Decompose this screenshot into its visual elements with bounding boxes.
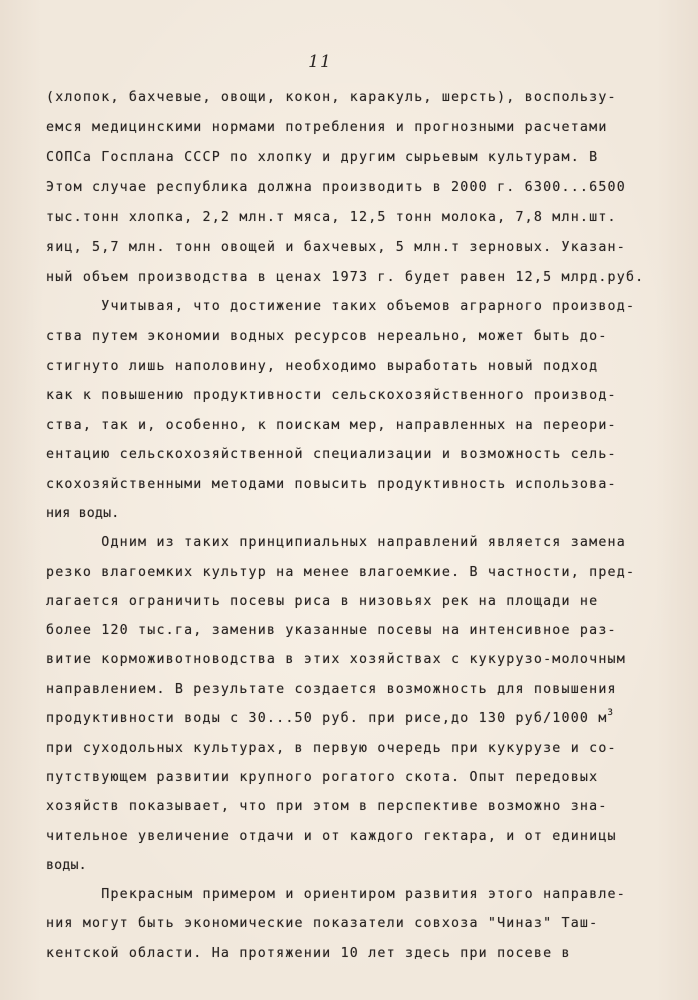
text-line: [46, 386, 617, 406]
text-line: [46, 416, 617, 436]
text-line: [46, 297, 635, 317]
text-line: [46, 445, 617, 465]
text-line: [46, 768, 598, 788]
text-line-content: Учитывая, что достижение таких объемов аграрного производ-: [46, 299, 636, 314]
text-line: [46, 709, 614, 729]
text-line: [46, 680, 617, 700]
text-line-content: Одним из таких принципиальных направлений является замена: [46, 535, 626, 550]
text-line-content: хозяйств показывает, что при этом в перспективе возможно зна-: [46, 799, 608, 814]
text-line: [46, 797, 608, 817]
text-line-content: Прекрасным примером и ориентиром развития этого направле-: [46, 887, 626, 902]
text-line-content: тыс.тонн хлопка, 2,2 млн.т мяса, 12,5 тонн молока, 7,8 млн.шт.: [46, 210, 617, 225]
text-line: [46, 268, 644, 288]
text-line-content: ный объем производства в ценах 1973 г. будет равен 12,5 млрд.руб.: [46, 270, 645, 285]
text-line: [46, 475, 617, 495]
text-line-content: более 120 тыс.га, заменив указанные посевы на интенсивное раз-: [46, 623, 617, 638]
text-line: [46, 178, 626, 198]
text-line: [46, 118, 608, 138]
text-line-content: ния могут быть экономические показатели совхоза "Чиназ" Таш-: [46, 916, 599, 931]
text-line: [46, 592, 598, 612]
text-line-content: ния воды.: [46, 506, 120, 521]
text-line: [46, 238, 626, 258]
text-line-content: направлением. В результате создается возможность для повышения: [46, 682, 617, 697]
page-number: 11: [308, 52, 332, 72]
text-line: [46, 563, 635, 583]
text-line-content: ства путем экономии водных ресурсов нереально, может быть до-: [46, 329, 608, 344]
text-line-content: яиц, 5,7 млн. тонн овощей и бахчевых, 5 млн.т зерновых. Указан-: [46, 240, 626, 255]
text-line: [46, 914, 598, 934]
text-line: [46, 856, 87, 876]
text-line: [46, 357, 598, 377]
text-line-content: воды.: [46, 858, 87, 873]
text-line: [46, 827, 617, 847]
text-line: [46, 148, 598, 168]
text-line-content: как к повышению продуктивности сельскохозяйственного производ-: [46, 388, 617, 403]
text-line: [46, 208, 617, 228]
text-line-content: (хлопок, бахчевые, овощи, кокон, каракуль, шерсть), воспользу-: [46, 90, 617, 105]
text-line-content: чительное увеличение отдачи и от каждого гектара, и от единицы: [46, 829, 617, 844]
text-line: [46, 944, 571, 964]
text-line: [46, 621, 617, 641]
text-line-content: резко влагоемких культур на менее влагоемкие. В частности, пред-: [46, 565, 636, 580]
text-line-content: продуктивности воды с 30...50 руб. при рисе,до 130 руб/1000 м: [46, 711, 608, 726]
text-line: [46, 650, 626, 670]
text-line: [46, 327, 608, 347]
text-line-content: емся медицинскими нормами потребления и прогнозными расчетами: [46, 120, 608, 135]
text-line-content: Этом случае республика должна производить в 2000 г. 6300...6500: [46, 180, 626, 195]
text-line-content: ентацию сельскохозяйственной специализации и возможность сель-: [46, 447, 617, 462]
text-line-content: стигнуто лишь наполовину, необходимо выработать новый подход: [46, 359, 599, 374]
text-line: [46, 533, 626, 553]
text-line-content: витие корможивотноводства в этих хозяйствах с кукурузо-молочным: [46, 652, 626, 667]
superscript: 3: [607, 707, 615, 718]
text-line-content: лагается ограничить посевы риса в низовьях рек на площади не: [46, 594, 599, 609]
text-line-content: ства, так и, особенно, к поискам мер, направленных на переори-: [46, 418, 617, 433]
text-line: [46, 885, 626, 905]
text-line-content: скохозяйственными методами повысить продуктивность использова-: [46, 477, 617, 492]
text-line: [46, 88, 617, 108]
text-line-content: СОПСа Госплана СССР по хлопку и другим сырьевым культурам. В: [46, 150, 599, 165]
text-line-content: кентской области. На протяжении 10 лет здесь при посеве в: [46, 946, 571, 961]
text-line: [46, 739, 617, 759]
text-line-content: путствующем развитии крупного рогатого скота. Опыт передовых: [46, 770, 599, 785]
text-line: [46, 504, 119, 524]
text-line-content: при суходольных культурах, в первую очередь при кукурузе и со-: [46, 741, 617, 756]
